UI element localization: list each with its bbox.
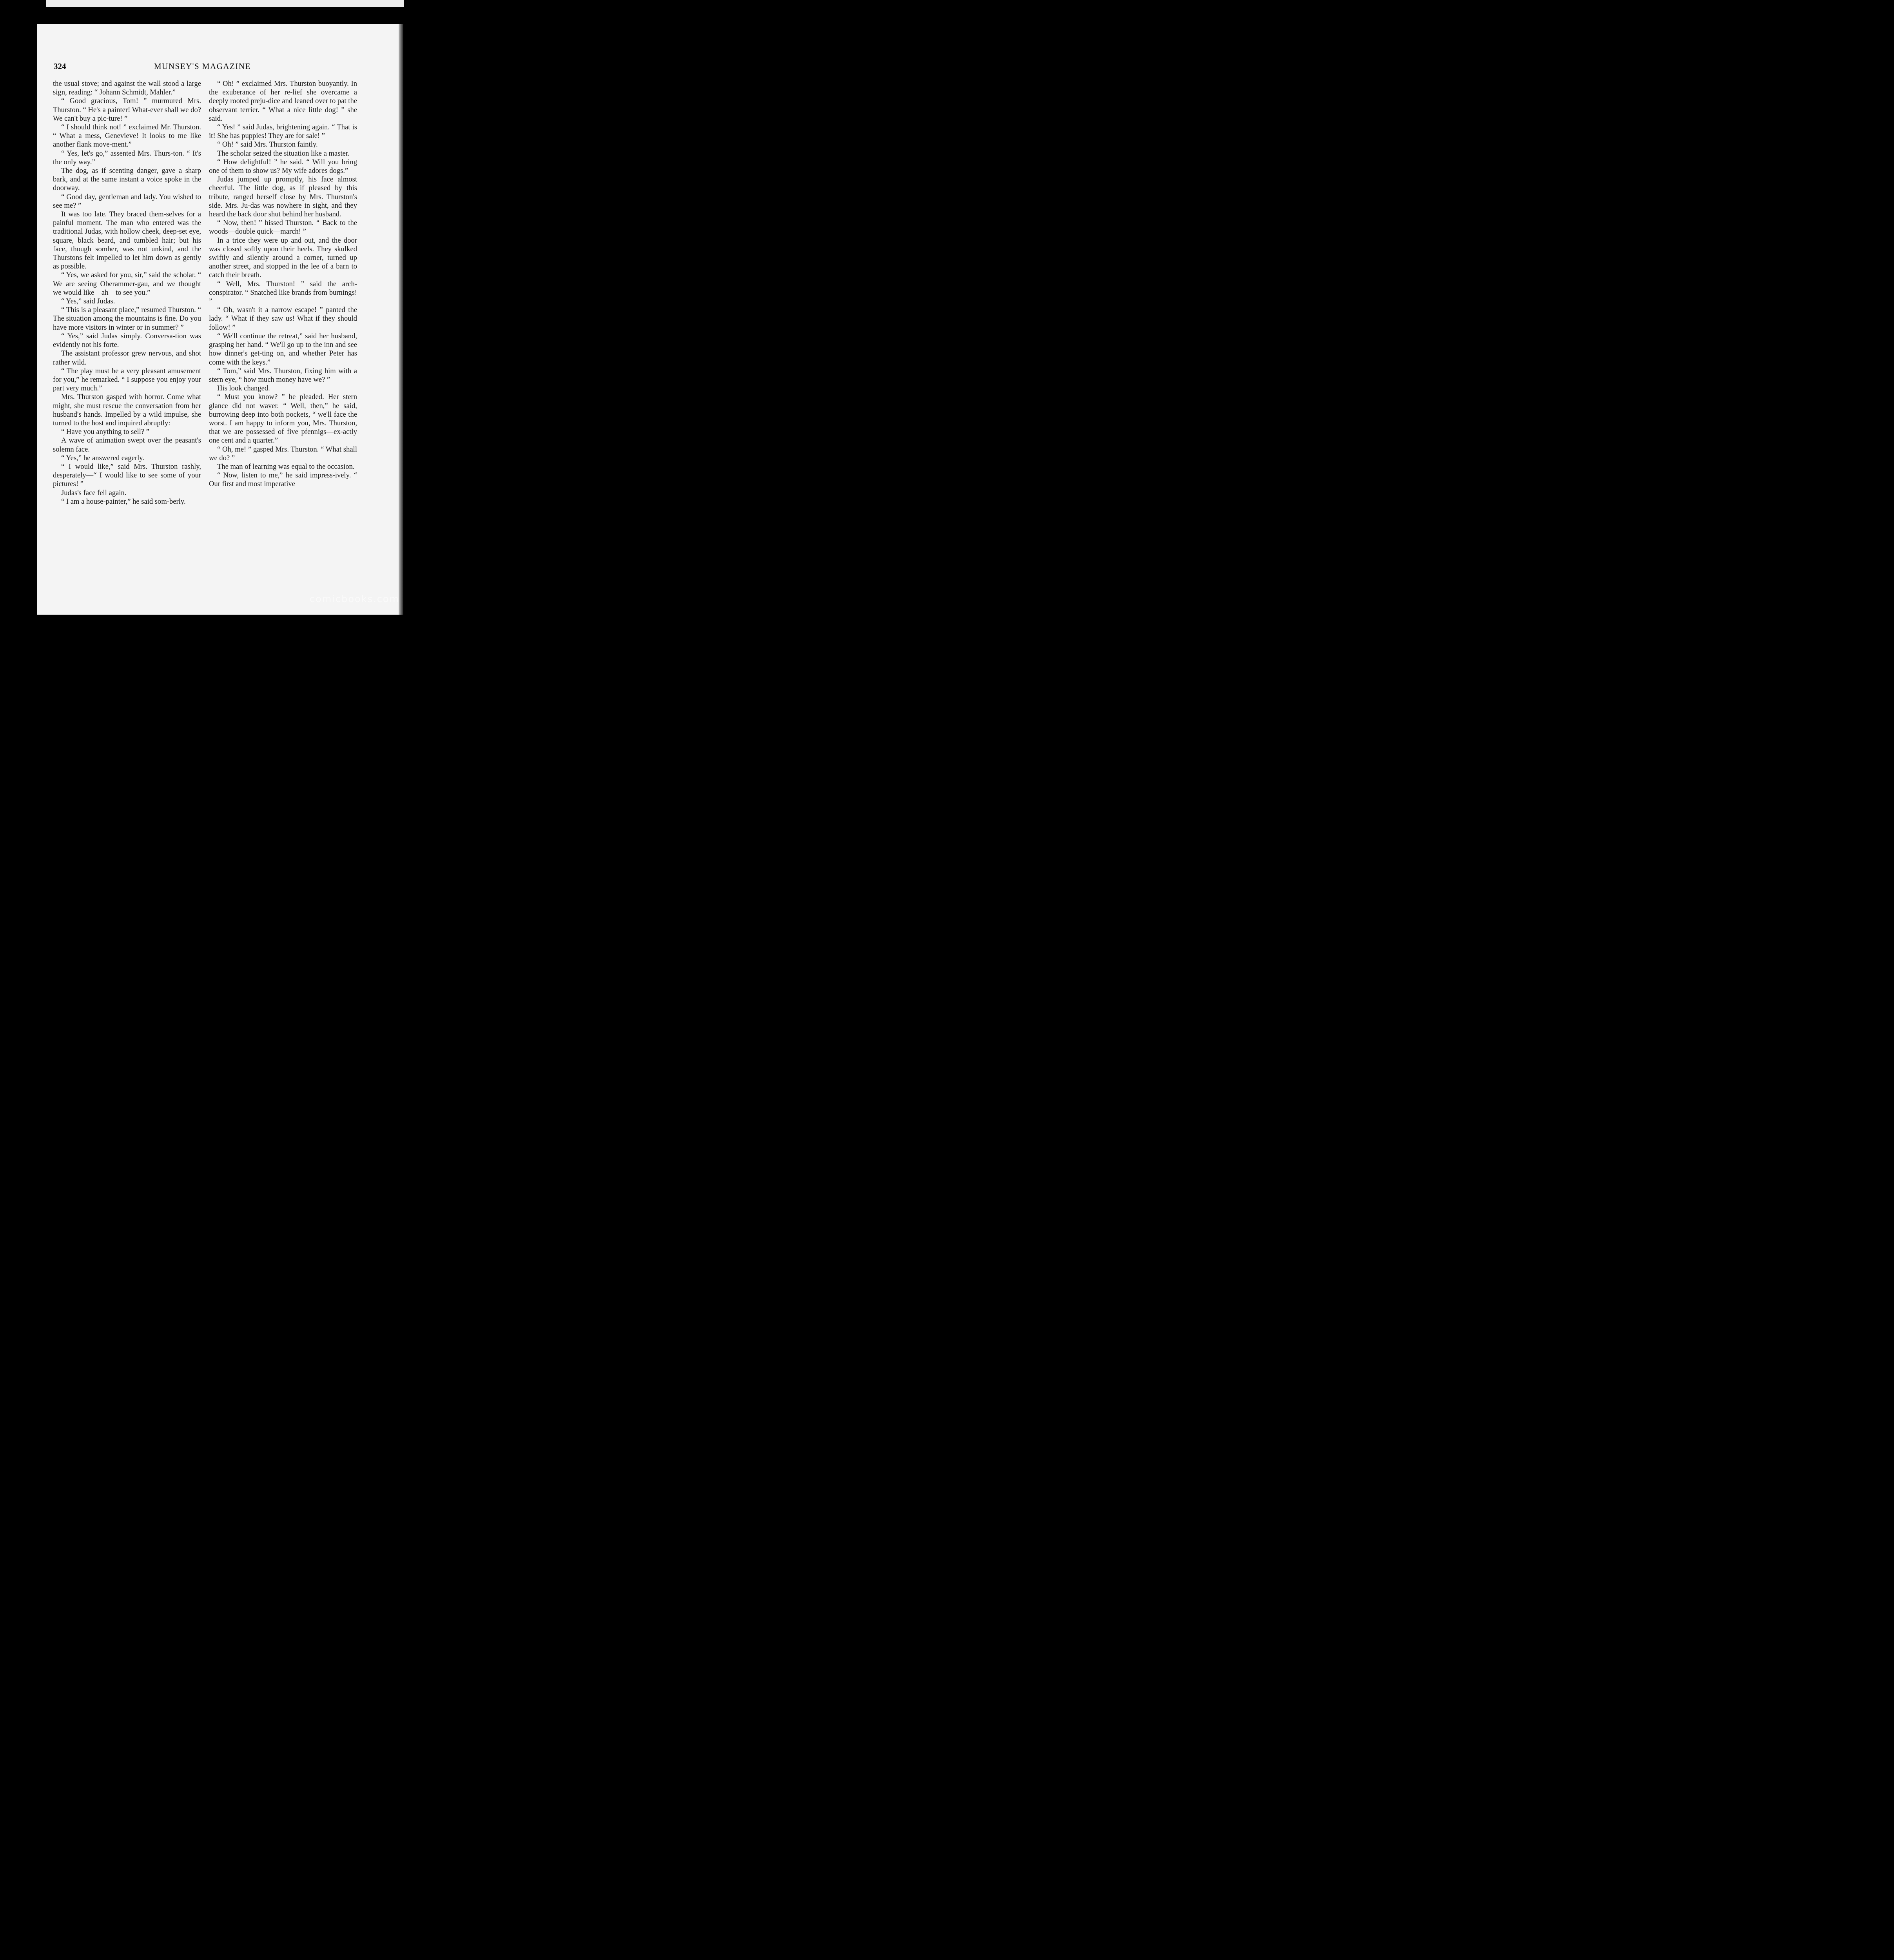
paragraph: “ Yes,” he answered eagerly. [61,454,145,462]
paragraph: “ I should think not! ” exclaimed Mr. Thurston. “ What a mess, Genevieve! It looks to me like another flank move-ment.” [53,123,201,149]
paragraph: It was too late. They braced them-selves for a painful moment. The man who entered was the traditional Judas, with hollow cheek, deep-set eye, square, black beard, and tumbled hair; but his face, though somber, was not unkind, and the Thurstons felt impelled to let him down as gently as possible. [53,210,201,271]
paragraph: “ Oh! ” exclaimed Mrs. Thurston buoyantly. In the exuberance of her re-lief she overcame a deeply rooted preju-dice and leaned over to pat the observant terrier. “ What a nice little dog! ” she said. [209,80,357,123]
paragraph: The dog, as if scenting danger, gave a sharp bark, and at the same instant a voice spoke in the doorway. [53,167,201,192]
paragraph: Mrs. Thurston gasped with horror. Come what might, she must rescue the conversation from her husband's hands. Impelled by a wild impulse, she turned to the host and inquired abruptly: [53,393,201,427]
paragraph: “ Must you know? ” he pleaded. Her stern glance did not waver. “ Well, then,” he said, burrowing deep into both pockets, “ we'll face the worst. I am happy to inform you, Mrs. Thurston, that we are possessed of five pfennigs—ex-actly one cent and a quarter.” [209,393,357,445]
paragraph: “ I am a house-painter,” he said som-berly. [61,497,186,506]
paragraph: “ Yes, let's go,” assented Mrs. Thurs-ton. “ It's the only way.” [53,149,201,166]
paragraph: “ Now, listen to me,” he said impress-ively. “ Our first and most imperative [209,471,357,488]
site-watermark: comicbooks.com [309,593,399,604]
paragraph: the usual stove; and against the wall stood a large sign, reading: “ Johann Schmidt, Mahler.” [53,80,201,97]
paragraph: “ This is a pleasant place,” resumed Thurston. “ The situation among the mountains is fine. Do you have more visitors in winter or in summer? ” [53,306,201,332]
paragraph: The assistant professor grew nervous, and shot rather wild. [53,349,201,367]
paragraph: His look changed. [217,384,270,393]
paragraph: In a trice they were up and out, and the door was closed softly upon their heels. They skulked swiftly and silently around a corner, turned up another street, and stopped in the lee of a barn to catch their breath. [209,236,357,279]
paragraph: “ We'll continue the retreat,” said her husband, grasping her hand. “ We'll go up to the inn and see how dinner's get-ting on, and whether Peter has come with the keys.” [209,332,357,367]
running-head: MUNSEY'S MAGAZINE [154,62,251,71]
paragraph: “ The play must be a very pleasant amusement for you,” he remarked. “ I suppose you enjoy your part very much.” [53,367,201,393]
paragraph: “ Yes,” said Judas. [61,297,115,306]
paragraph: “ Good gracious, Tom! ” murmured Mrs. Thurston. “ He's a painter! What-ever shall we do? We can't buy a pic-ture! ” [53,97,201,123]
paragraph: “ Oh, me! ” gasped Mrs. Thurston. “ What shall we do? ” [209,445,357,462]
paragraph: The scholar seized the situation like a master. [217,149,350,158]
paragraph: “ Well, Mrs. Thurston! ” said the arch-conspirator. “ Snatched like brands from burnings! ” [209,279,357,306]
right-column [209,80,357,489]
paragraph: “ Oh, wasn't it a narrow escape! ” panted the lady. “ What if they saw us! What if they should follow! ” [209,306,357,332]
paragraph: “ Yes, we asked for you, sir,” said the scholar. “ We are seeing Oberammer-gau, and we thought we would like—ah—to see you.” [53,271,201,297]
paragraph: “ Oh! ” said Mrs. Thurston faintly. [217,140,318,149]
paragraph: Judas jumped up promptly, his face almost cheerful. The little dog, as if pleased by this tribute, ranged herself close by Mrs. Thurston's side. Mrs. Ju-das was nowhere in sight, and they heard the back door shut behind her husband. [209,175,357,219]
paragraph: “ Now, then! ” hissed Thurston. “ Back to the woods—double quick—march! ” [209,219,357,236]
paragraph: A wave of animation swept over the peasant's solemn face. [53,436,201,454]
paragraph: Judas's face fell again. [61,488,127,497]
paragraph: “ Have you anything to sell? ” [61,428,150,436]
previous-page-strip [46,0,404,7]
paragraph: The man of learning was equal to the occasion. [217,462,355,471]
paragraph: “ I would like,” said Mrs. Thurston rashly, desperately—“ I would like to see some of your pictures! ” [53,462,201,488]
paragraph: “ Yes! ” said Judas, brightening again. “ That is it! She has puppies! They are for sale! ” [209,123,357,140]
paragraph: “ Yes,” said Judas simply. Conversa-tion was evidently not his forte. [53,332,201,349]
paragraph: “ How delightful! ” he said. “ Will you bring one of them to show us? My wife adores dogs.” [209,158,357,175]
paragraph: “ Good day, gentleman and lady. You wished to see me? ” [53,192,201,210]
paragraph: “ Tom,” said Mrs. Thurston, fixing him with a stern eye, “ how much money have we? ” [209,367,357,384]
page-number: 324 [54,62,66,71]
left-column [53,80,201,506]
page-edge-shadow [399,24,403,615]
